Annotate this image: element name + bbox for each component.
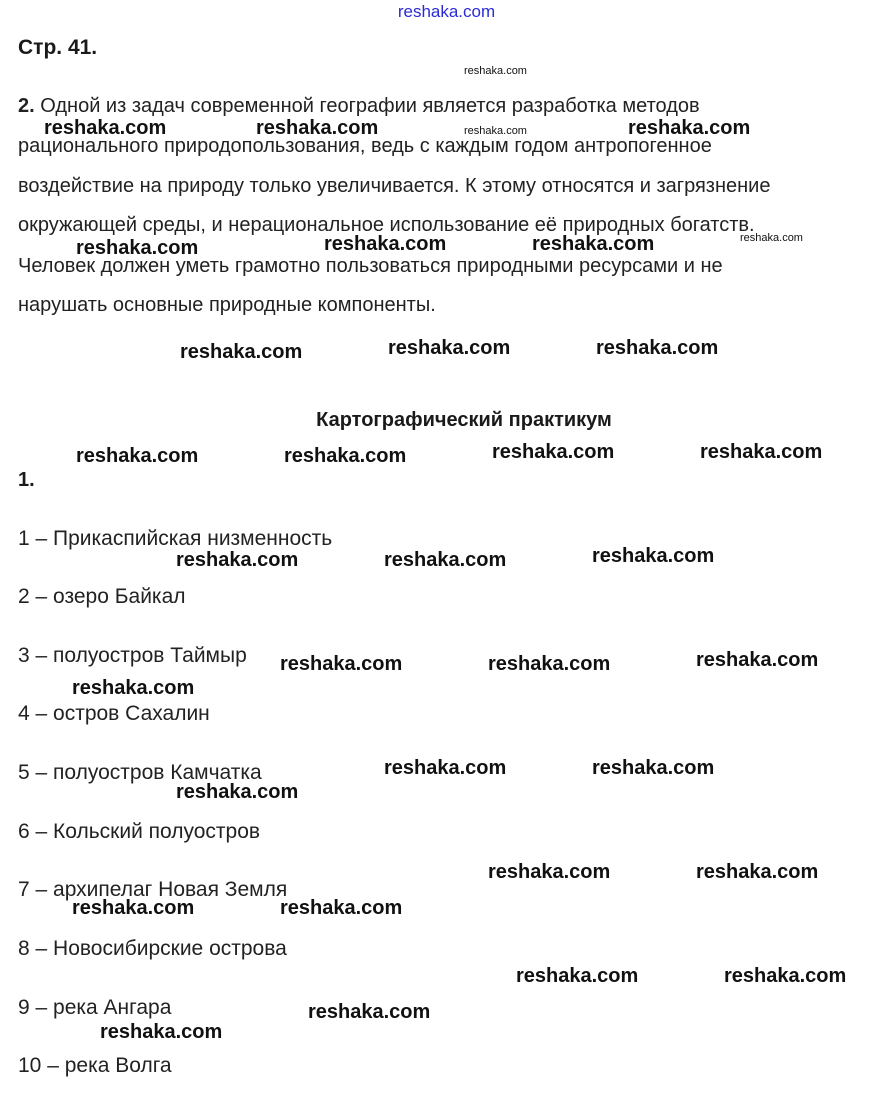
task2-line-4: окружающей среды, и нерациональное использование её природных богатств. (18, 214, 755, 236)
watermark: reshaka.com (464, 125, 527, 137)
watermark: reshaka.com (72, 897, 195, 919)
site-link[interactable]: reshaka.com (397, 2, 496, 21)
list-item: 3 – полуостров Таймыр (18, 644, 247, 667)
list-item: 6 – Кольский полуостров (18, 820, 261, 843)
list-item: 2 – озеро Байкал (18, 585, 186, 608)
watermark: reshaka.com (532, 233, 655, 255)
watermark: reshaka.com (724, 965, 847, 987)
watermark: reshaka.com (516, 965, 639, 987)
watermark: reshaka.com (488, 861, 611, 883)
watermark: reshaka.com (100, 1021, 223, 1043)
watermark: reshaka.com (256, 117, 379, 139)
watermark: reshaka.com (696, 861, 819, 883)
watermark: reshaka.com (44, 117, 167, 139)
watermark: reshaka.com (592, 757, 715, 779)
watermark: reshaka.com (324, 233, 447, 255)
list-item: 1 – Прикаспийская низменность (18, 527, 333, 550)
list-item: 9 – река Ангара (18, 996, 172, 1019)
list-item: 4 – остров Сахалин (18, 702, 210, 725)
watermark: reshaka.com (696, 649, 819, 671)
page-title: Стр. 41. (18, 36, 98, 59)
watermark: reshaka.com (176, 549, 299, 571)
watermark: reshaka.com (76, 445, 199, 467)
watermark: reshaka.com (488, 653, 611, 675)
task2-line-2: рационального природопользования, ведь с каждым годом антропогенное (18, 135, 712, 157)
task2-line-5: Человек должен уметь грамотно пользоваться природными ресурсами и не (18, 255, 723, 277)
section-title: Картографический практикум (316, 409, 612, 431)
watermark: reshaka.com (76, 237, 199, 259)
watermark: reshaka.com (464, 65, 527, 77)
task2-number: 2. (18, 95, 35, 117)
watermark: reshaka.com (596, 337, 719, 359)
list-item: 10 – река Волга (18, 1054, 172, 1077)
watermark: reshaka.com (180, 341, 303, 363)
watermark: reshaka.com (280, 653, 403, 675)
watermark: reshaka.com (700, 441, 823, 463)
watermark: reshaka.com (384, 549, 507, 571)
list-item: 8 – Новосибирские острова (18, 937, 287, 960)
task2-line-1-text: Одной из задач современной географии является разработка методов (34, 95, 700, 117)
watermark: reshaka.com (740, 232, 803, 244)
list-item: 5 – полуостров Камчатка (18, 761, 262, 784)
watermark: reshaka.com (308, 1001, 431, 1023)
watermark: reshaka.com (176, 781, 299, 803)
watermark: reshaka.com (280, 897, 403, 919)
list-item: 7 – архипелаг Новая Земля (18, 878, 288, 901)
task2-line-6: нарушать основные природные компоненты. (18, 294, 436, 316)
watermark: reshaka.com (492, 441, 615, 463)
watermark: reshaka.com (388, 337, 511, 359)
watermark: reshaka.com (384, 757, 507, 779)
task2-line-1 (18, 94, 700, 118)
task1-number: 1. (18, 469, 35, 491)
watermark: reshaka.com (592, 545, 715, 567)
watermark: reshaka.com (284, 445, 407, 467)
task2-line-3: воздействие на природу только увеличивается. К этому относятся и загрязнение (18, 175, 771, 197)
watermark: reshaka.com (72, 677, 195, 699)
watermark: reshaka.com (628, 117, 751, 139)
